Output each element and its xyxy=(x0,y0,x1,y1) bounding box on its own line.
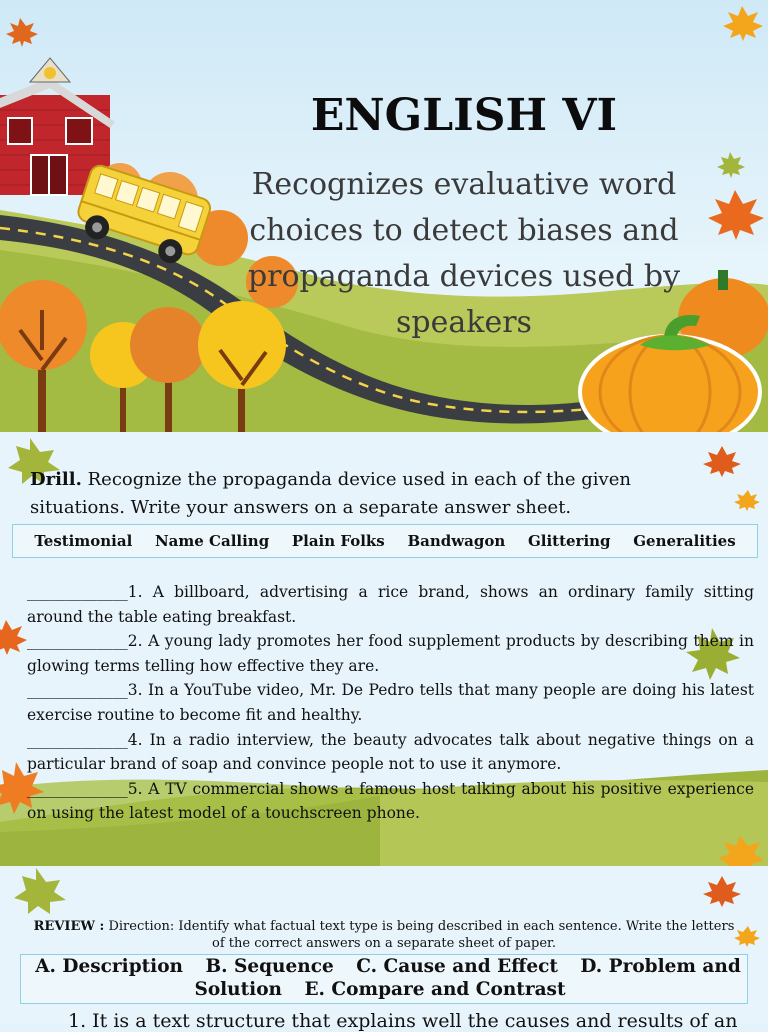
choice-glittering: Glittering xyxy=(527,532,611,550)
maple-leaf-icon xyxy=(703,876,741,907)
maple-leaf-icon xyxy=(718,836,764,866)
review-choices-box xyxy=(20,954,748,1004)
choice-plain-folks: Plain Folks xyxy=(291,532,385,550)
title-slide xyxy=(0,0,768,432)
review-instructions xyxy=(30,918,738,952)
page-subtitle: Recognizes evaluative word choices to detect biases and propaganda devices used by speakers xyxy=(247,167,681,340)
drill-item: _____________4. In a radio interview, the beauty advocates talk about negative things on a particular brand of soap and convince people not to use it anymore. xyxy=(27,730,754,774)
maple-leaf-icon xyxy=(708,190,764,240)
drill-item: _____________3. In a YouTube video, Mr. De Pedro tells that many people are doing his latest exercise routine to become fit and healthy. xyxy=(27,681,754,724)
leaf-overlap-decoration xyxy=(0,836,768,866)
maple-leaf-icon xyxy=(717,152,745,178)
drill-instructions xyxy=(30,466,710,522)
review-direction-text: Direction: Identify what factual text type is being described in each sentence. Write the letters of the correct answers on a separate sheet of paper. xyxy=(108,919,735,951)
drill-item: _____________5. A TV commercial shows a famous host talking about his positive experience on using the latest model of a touchscreen phone. xyxy=(27,779,754,823)
choice-bandwagon: Bandwagon xyxy=(407,532,506,550)
choice-testimonial: Testimonial xyxy=(34,532,133,550)
review-item-partial: 1. It is a text structure that explains well the causes and results of an xyxy=(68,1010,738,1032)
page-title: ENGLISH VI xyxy=(310,90,618,141)
choice-name-calling: Name Calling xyxy=(154,532,270,550)
drill-items-list xyxy=(27,580,754,826)
choice-description: A. Description xyxy=(35,956,183,977)
propaganda-choices-box xyxy=(12,524,758,558)
maple-leaf-icon xyxy=(0,620,27,655)
choice-problem-and-solution: D. Problem and Solution xyxy=(194,956,741,1000)
review-label: REVIEW : xyxy=(33,919,105,934)
maple-leaf-icon xyxy=(723,6,763,41)
choice-compare-and-contrast: E. Compare and Contrast xyxy=(304,979,566,1000)
drill-instruction-text: Recognize the propaganda device used in each of the given situations. Write your answers on a separate answer sheet. xyxy=(30,469,631,518)
choice-generalities: Generalities xyxy=(633,532,736,550)
choice-cause-and-effect: C. Cause and Effect xyxy=(356,956,558,977)
choice-sequence: B. Sequence xyxy=(205,956,334,977)
drill-label: Drill. xyxy=(30,469,82,490)
maple-leaf-icon xyxy=(734,490,760,511)
maple-leaf-icon xyxy=(6,18,38,47)
drill-item: _____________2. A young lady promotes her food supplement products by describing them in glowing terms telling how effective they are. xyxy=(27,632,754,675)
maple-leaf-icon xyxy=(14,868,66,914)
drill-item: _____________1. A billboard, advertising a rice brand, shows an ordinary family sitting around the table eating breakfast. xyxy=(27,583,754,626)
